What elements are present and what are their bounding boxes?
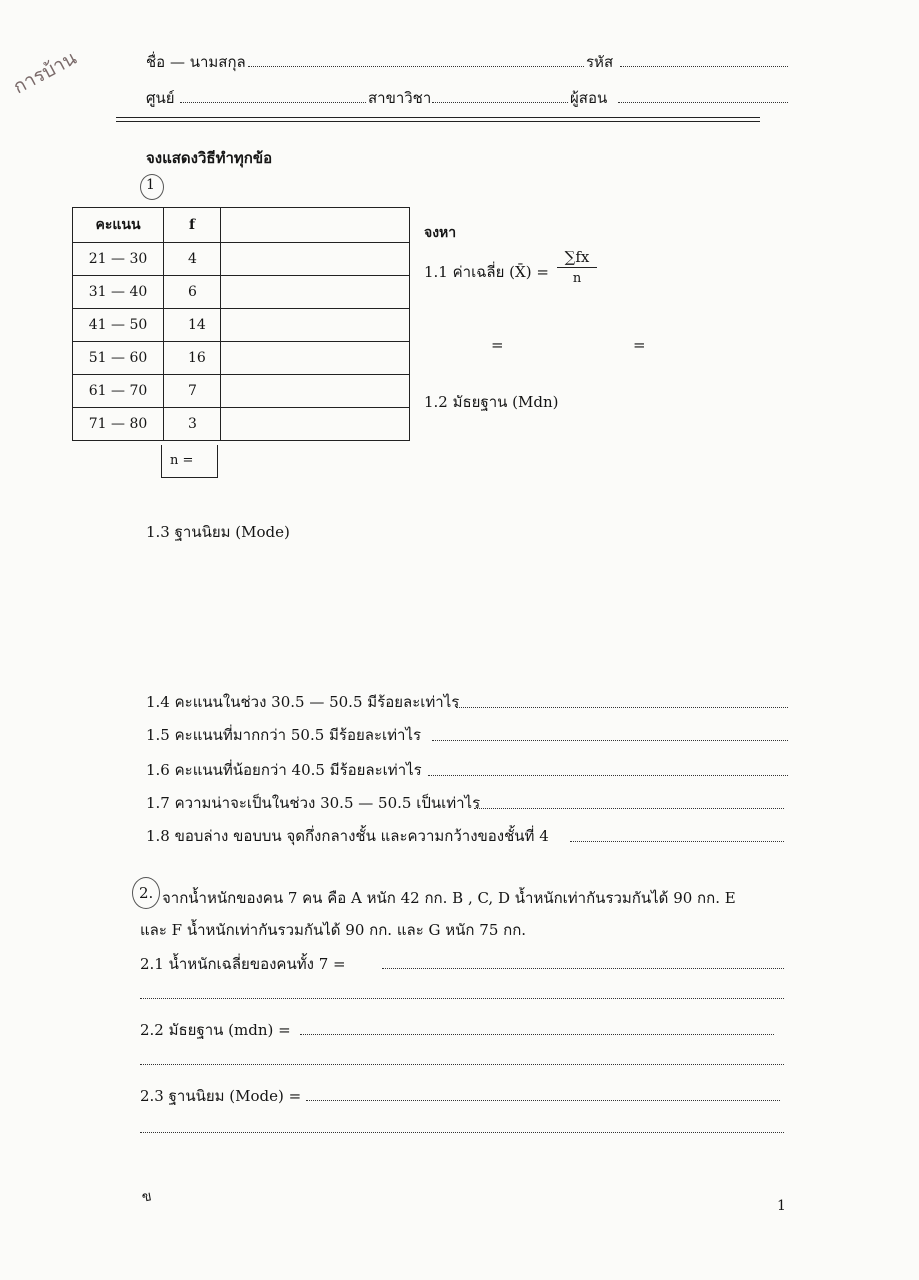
id-field[interactable]: [620, 66, 788, 67]
answer-line-2-2b[interactable]: [140, 1064, 784, 1065]
find-label: จงหา: [424, 225, 457, 241]
major-label: สาขาวิชา: [368, 89, 432, 107]
table-row: [73, 243, 410, 276]
equals-sign-1: =: [491, 336, 504, 354]
question-2-text-line1: จากน้ำหนักของคน 7 คน คือ A หนัก 42 กก. B , C, D น้ำหนักเท่ากันรวมกันได้ 90 กก. E: [162, 889, 736, 907]
handwritten-note: การบ้าน: [9, 47, 81, 99]
name-label: ชื่อ — นามสกุล: [146, 53, 246, 71]
table-cell-f: 4: [164, 243, 221, 276]
formula-numerator: ∑fx: [557, 248, 597, 268]
table-cell-range: 41 — 50: [73, 309, 164, 342]
question-2-number: 2.: [139, 884, 154, 902]
question-1-number: 1: [146, 177, 155, 193]
frequency-table: [72, 207, 410, 441]
table-cell-work[interactable]: [221, 375, 410, 408]
answer-line-2-1b[interactable]: [140, 998, 784, 999]
table-cell-f: 14: [164, 309, 221, 342]
teacher-label: ผู้สอน: [570, 89, 608, 107]
name-field[interactable]: [248, 66, 584, 67]
id-label: รหัส: [586, 53, 614, 71]
table-cell-work[interactable]: [221, 276, 410, 309]
answer-line-1-8[interactable]: [570, 841, 784, 842]
page-number: 1: [777, 1198, 786, 1214]
answer-line-1-6[interactable]: [428, 775, 788, 776]
question-2-text-line2: และ F น้ำหนักเท่ากันรวมกันได้ 90 กก. และ G หนัก 75 กก.: [140, 921, 527, 939]
table-header-score: คะแนน: [73, 208, 164, 243]
item-1-5: 1.5 คะแนนที่มากกว่า 50.5 มีร้อยละเท่าไร: [146, 726, 422, 744]
item-1-1: 1.1 ค่าเฉลี่ย (X̄) =: [424, 263, 549, 281]
answer-line-2-3b[interactable]: [140, 1132, 784, 1133]
table-cell-range: 31 — 40: [73, 276, 164, 309]
table-header-blank: [221, 208, 410, 243]
table-cell-work[interactable]: [221, 309, 410, 342]
table-cell-work[interactable]: [221, 243, 410, 276]
table-cell-f: 16: [164, 342, 221, 375]
footer-mark: ข: [140, 1188, 153, 1206]
formula-denominator: n: [572, 271, 582, 286]
table-header-row: [73, 208, 410, 243]
answer-line-2-3[interactable]: [306, 1100, 780, 1101]
item-2-2: 2.2 มัธยฐาน (mdn) =: [140, 1021, 291, 1039]
item-1-6: 1.6 คะแนนที่น้อยกว่า 40.5 มีร้อยละเท่าไร: [146, 761, 422, 779]
mean-formula: [557, 248, 597, 286]
table-cell-work[interactable]: [221, 408, 410, 441]
instruction: จงแสดงวิธีทำทุกข้อ: [146, 149, 273, 167]
table-cell-work[interactable]: [221, 342, 410, 375]
item-1-3: 1.3 ฐานนิยม (Mode): [146, 523, 290, 541]
item-1-4: 1.4 คะแนนในช่วง 30.5 — 50.5 มีร้อยละเท่าไร: [146, 693, 460, 711]
item-1-8: 1.8 ขอบล่าง ขอบบน จุดกึ่งกลางชั้น และความกว้างของชั้นที่ 4: [146, 827, 549, 845]
answer-line-2-1[interactable]: [382, 968, 784, 969]
table-cell-f: 3: [164, 408, 221, 441]
table-cell-f: 7: [164, 375, 221, 408]
table-row: [73, 309, 410, 342]
table-cell-range: 21 — 30: [73, 243, 164, 276]
table-cell-range: 51 — 60: [73, 342, 164, 375]
table-cell-range: 71 — 80: [73, 408, 164, 441]
n-total-cell[interactable]: n =: [161, 445, 218, 478]
center-label: ศูนย์: [146, 89, 175, 107]
header-rule-bottom: [116, 121, 760, 122]
answer-line-1-7[interactable]: [474, 808, 784, 809]
answer-line-2-2[interactable]: [300, 1034, 774, 1035]
item-1-2: 1.2 มัธยฐาน (Mdn): [424, 393, 559, 411]
header-rule-top: [116, 117, 760, 118]
table-row: [73, 375, 410, 408]
table-row: [73, 276, 410, 309]
table-cell-f: 6: [164, 276, 221, 309]
table-cell-range: 61 — 70: [73, 375, 164, 408]
answer-line-1-4[interactable]: [456, 707, 788, 708]
teacher-field[interactable]: [618, 102, 788, 103]
answer-line-1-5[interactable]: [432, 740, 788, 741]
table-row: [73, 342, 410, 375]
table-row: [73, 408, 410, 441]
item-2-3: 2.3 ฐานนิยม (Mode) =: [140, 1087, 302, 1105]
equals-sign-2: =: [633, 336, 646, 354]
item-2-1: 2.1 น้ำหนักเฉลี่ยของคนทั้ง 7 =: [140, 955, 346, 973]
major-field[interactable]: [432, 102, 568, 103]
item-1-7: 1.7 ความน่าจะเป็นในช่วง 30.5 — 50.5 เป็นเท่าไร: [146, 794, 481, 812]
center-field[interactable]: [180, 102, 366, 103]
table-header-f: f: [164, 208, 221, 243]
